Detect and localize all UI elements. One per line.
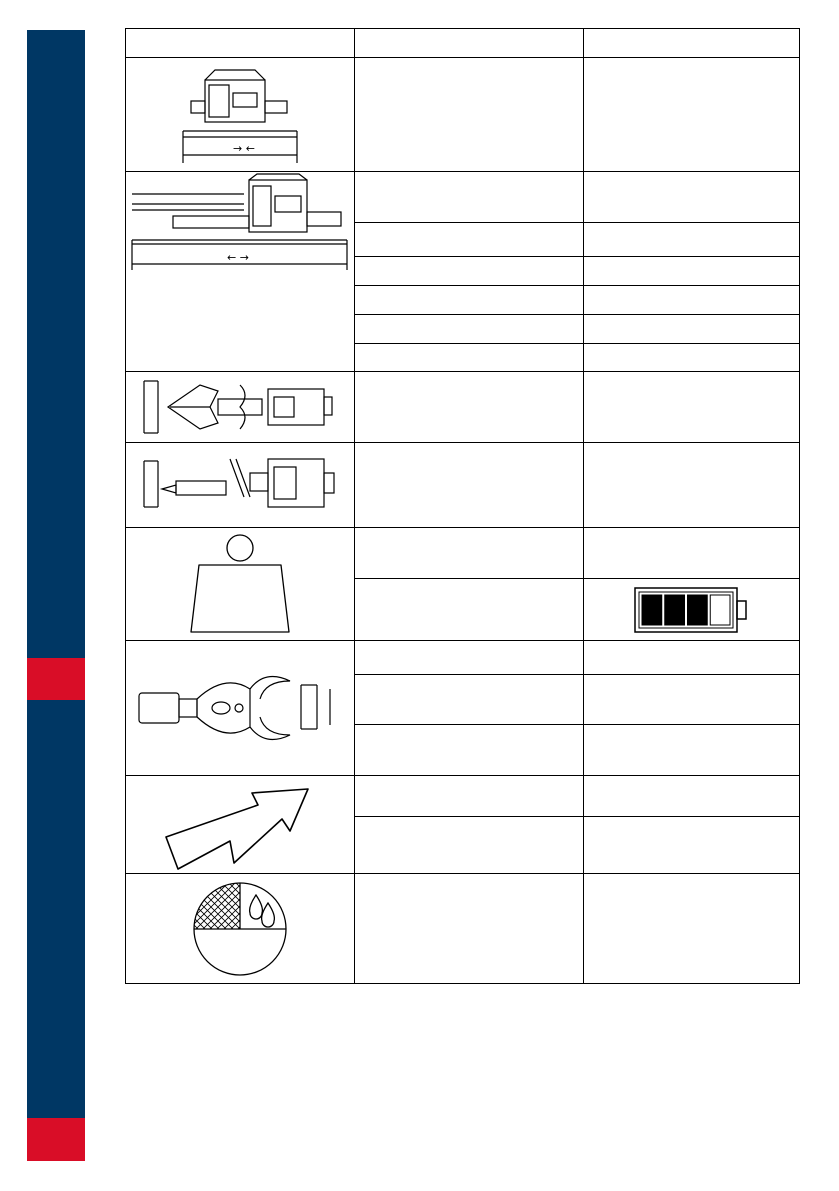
table-row bbox=[126, 528, 800, 579]
cell-text bbox=[355, 296, 583, 304]
battery-bar-filled bbox=[664, 595, 684, 625]
battery-bar-filled bbox=[642, 595, 662, 625]
table-header-row bbox=[126, 29, 800, 58]
cell-text bbox=[584, 549, 799, 557]
battery-bar-empty bbox=[710, 595, 730, 625]
table-row bbox=[126, 443, 800, 528]
weight-icon bbox=[185, 532, 295, 636]
cell-text bbox=[355, 403, 583, 411]
cell-text bbox=[355, 792, 583, 800]
cell-text bbox=[355, 325, 583, 333]
cell-text bbox=[355, 481, 583, 489]
row-icon-cell bbox=[126, 776, 355, 874]
row-cell bbox=[584, 172, 800, 223]
row-cell bbox=[584, 315, 800, 344]
row-cell bbox=[355, 257, 584, 286]
row-icon-cell bbox=[126, 372, 355, 443]
header-text bbox=[584, 39, 799, 47]
cell-text bbox=[355, 354, 583, 362]
row-icon-cell bbox=[126, 58, 355, 172]
row-cell bbox=[355, 344, 584, 372]
row-cell bbox=[355, 443, 584, 528]
cell-text bbox=[584, 841, 799, 849]
row-cell bbox=[584, 725, 800, 776]
cell-text bbox=[584, 236, 799, 244]
cell-text bbox=[355, 841, 583, 849]
cell-text bbox=[584, 925, 799, 933]
cell-text bbox=[584, 403, 799, 411]
row-cell bbox=[584, 372, 800, 443]
cell-text bbox=[355, 111, 583, 119]
header-cell bbox=[126, 29, 355, 58]
row-cell bbox=[584, 223, 800, 257]
row-icon-cell bbox=[126, 641, 355, 776]
row-cell bbox=[355, 776, 584, 817]
cell-text bbox=[355, 267, 583, 275]
table-row bbox=[126, 172, 800, 223]
row-cell bbox=[355, 528, 584, 579]
cell-text bbox=[584, 746, 799, 754]
cell-text bbox=[355, 236, 583, 244]
battery-icon bbox=[632, 585, 752, 635]
cell-text bbox=[355, 925, 583, 933]
cell-text bbox=[355, 696, 583, 704]
sidebar-band bbox=[27, 30, 85, 1161]
row-cell bbox=[355, 641, 584, 675]
ip-protection-icon bbox=[190, 879, 290, 979]
table-row bbox=[126, 372, 800, 443]
row-cell bbox=[584, 58, 800, 172]
row-cell bbox=[355, 817, 584, 874]
header-cell bbox=[355, 29, 584, 58]
spec-table bbox=[125, 28, 800, 984]
table-row bbox=[126, 776, 800, 817]
header-cell bbox=[584, 29, 800, 58]
cell-text bbox=[355, 549, 583, 557]
cell-text bbox=[584, 296, 799, 304]
battery-bar-filled bbox=[687, 595, 707, 625]
table-row bbox=[126, 641, 800, 675]
cell-text bbox=[584, 193, 799, 201]
cell-text bbox=[584, 481, 799, 489]
sidebar-section-marker bbox=[27, 658, 85, 700]
row-cell bbox=[355, 315, 584, 344]
cell-text bbox=[584, 354, 799, 362]
cell-text bbox=[355, 746, 583, 754]
row-cell bbox=[584, 776, 800, 817]
row-cell bbox=[584, 874, 800, 984]
row-cell bbox=[355, 372, 584, 443]
row-cell bbox=[584, 344, 800, 372]
closed-length-icon bbox=[175, 65, 305, 165]
row-icon-cell bbox=[126, 443, 355, 528]
cell-text bbox=[584, 696, 799, 704]
row-icon-cell bbox=[126, 874, 355, 984]
table-row bbox=[126, 874, 800, 984]
row-cell bbox=[355, 874, 584, 984]
table-row bbox=[126, 58, 800, 172]
header-text bbox=[126, 39, 354, 47]
cell-text bbox=[584, 111, 799, 119]
row-cell bbox=[584, 443, 800, 528]
cell-text bbox=[584, 654, 799, 662]
row-cell bbox=[355, 172, 584, 223]
row-cell bbox=[355, 286, 584, 315]
cell-text bbox=[355, 606, 583, 614]
cell-text bbox=[584, 267, 799, 275]
row-cell bbox=[355, 725, 584, 776]
cell-text bbox=[584, 792, 799, 800]
cell-text bbox=[355, 654, 583, 662]
row-cell bbox=[355, 58, 584, 172]
row-cell bbox=[355, 675, 584, 725]
row-cell bbox=[355, 223, 584, 257]
row-cell bbox=[584, 257, 800, 286]
cell-text bbox=[584, 325, 799, 333]
row-cell bbox=[355, 579, 584, 641]
row-icon-cell bbox=[126, 528, 355, 641]
row-icon-cell bbox=[126, 172, 355, 372]
svg-text:← →: ← → bbox=[227, 251, 249, 264]
row-cell bbox=[584, 286, 800, 315]
force-arrow-icon bbox=[160, 779, 320, 871]
row-cell bbox=[584, 675, 800, 725]
sidebar-footer-marker bbox=[27, 1118, 85, 1161]
pulling-chain-opening-icon bbox=[140, 455, 340, 515]
cell-text bbox=[355, 193, 583, 201]
svg-text:→ ←: → ← bbox=[233, 141, 255, 155]
spreading-tip-opening-icon bbox=[140, 377, 340, 437]
battery-cell bbox=[584, 579, 800, 641]
row-cell bbox=[584, 528, 800, 579]
row-cell bbox=[584, 641, 800, 675]
header-text bbox=[355, 39, 583, 47]
row-cell bbox=[584, 817, 800, 874]
extended-length-icon bbox=[129, 172, 351, 272]
cutter-jaw-opening-icon bbox=[135, 663, 345, 753]
